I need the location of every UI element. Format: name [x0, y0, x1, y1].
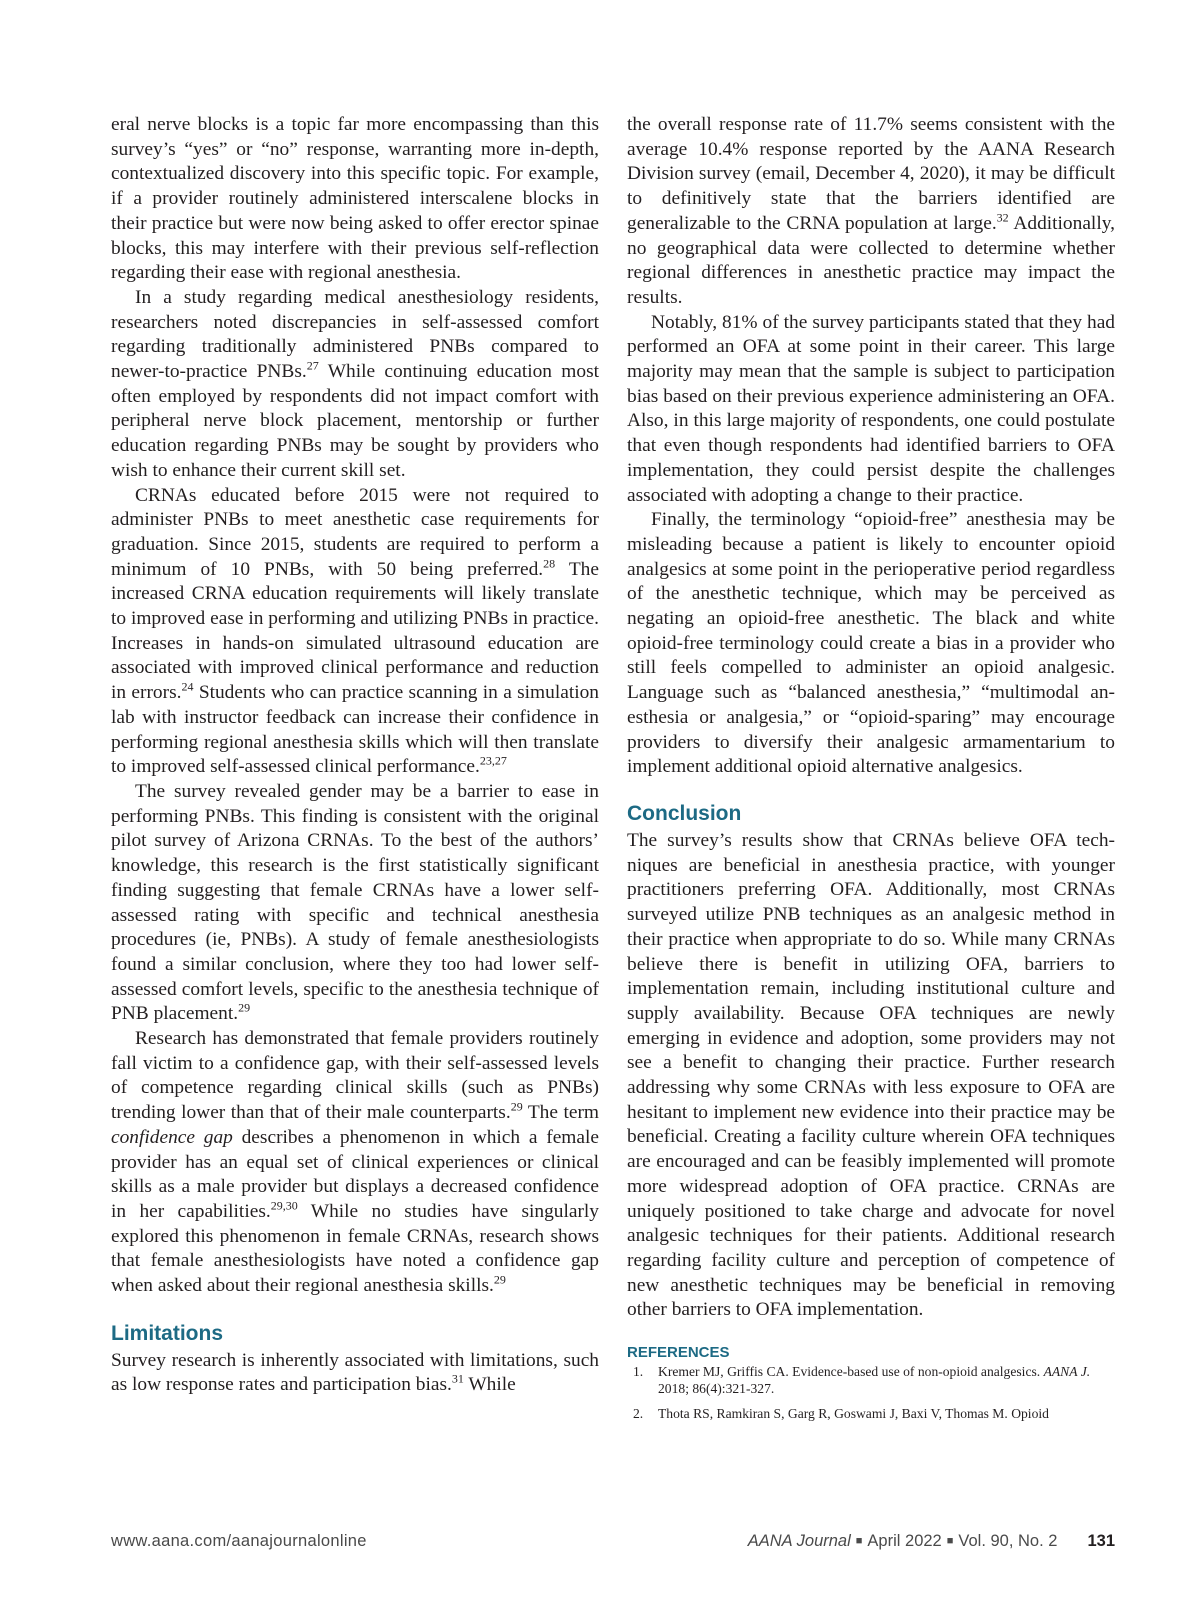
reference-number: 1.	[633, 1364, 644, 1380]
reference-item: 1. Kremer MJ, Griffis CA. Evidence-based use of non-opioid analgesics. AANA J. 2018; 86(4):321-327.	[633, 1364, 1091, 1397]
left-column	[111, 113, 599, 1398]
italic-term: confidence gap	[111, 1126, 233, 1148]
paragraph: Survey research is inherently associated with limitations, such as low response rates and participation bias.$^{31}$ While	[111, 1349, 599, 1396]
citation: 24	[181, 679, 194, 694]
citation: 29	[510, 1099, 523, 1114]
reference-number: 2.	[633, 1406, 644, 1422]
journal-url[interactable]: www.aana.com/aanajournalonline	[111, 1532, 367, 1550]
issue-date: April 2022	[867, 1532, 942, 1550]
volume: Vol. 90, No. 2	[958, 1532, 1058, 1550]
journal-name: AANA J.	[1043, 1364, 1091, 1380]
citation: 23,27	[479, 753, 507, 768]
paragraph: The survey revealed gender may be a barrier to ease in performing PNBs. This finding is consistent with the original pilot survey of Arizona CRNAs. To the best of the authors’ knowledge, this research is the first statistically significant finding suggesting that female CRNAs have a lower self-assessed rating with specific and technical anesthesia procedures (ie, PNBs). A study of female anesthesiologists found a similar conclusion, where they too had lower self-assessed comfort levels, specific to the anesthesia technique of PNB placement.$^{29}$	[111, 780, 599, 1025]
limitations-heading: Limitations	[111, 1321, 224, 1345]
citation: 31	[451, 1372, 464, 1386]
conclusion-heading: Conclusion	[627, 801, 742, 825]
citation: 28	[543, 556, 556, 571]
citation: 29	[493, 1272, 506, 1287]
page-number: 131	[1087, 1532, 1115, 1550]
paragraph: Notably, 81% of the survey participants stated that they had performed an OFA at some point in their career. This large majority may mean that the sample is subject to participation bias based on their previous experience administering an OFA. Also, in this large majority of respondents, one could postulate that even though respondents had identified barriers to OFA implementation, they could persist despite the challenges associated with adopting a change to their practice.	[627, 311, 1115, 506]
references-heading: REFERENCES	[627, 1344, 730, 1362]
paragraph: Finally, the terminology “opioid-free” anesthesia may be misleading because a patient is likely to encounter opioid analgesics at some point in the perioperative period regardless of the anesthetic technique, which may be perceived as negating an opioid-free anesthetic. The black and white opioid-free terminology could create a bias in a provider who still feels compelled to administer an opioid analgesic. Language such as “balanced anesthesia,” “multimodal anesthesia or analgesia,” or “opioid-sparing” may encourage providers to diversify their analgesic armamentarium to implement additional opioid alternative analgesics.	[627, 509, 1115, 778]
reference-item: 2. Thota RS, Ramkiran S, Garg R, Goswami J, Baxi V, Thomas M. Opioid	[633, 1406, 1049, 1422]
paragraph: the overall response rate of 11.7% seems consistent with the average 10.4% response reported by the AANA Research Division survey (email, December 4, 2020), it may be difficult to definitively state that the barriers identified are generalizable to the CRNA population at large.$^{32}$ Additionally, no geographical data were collected to determine whether regional differences in anesthetic practice may impact the results.	[627, 114, 1115, 308]
citation: 27	[306, 358, 319, 373]
separator-square-icon: ■	[946, 1535, 954, 1547]
reference-list	[627, 1363, 1115, 1422]
paragraph: Research has demonstrated that female providers routinely fall victim to a confidence gap, with their self-assessed levels of competence regarding clinical skills (such as PNBs) trending lower than that of their male counterparts.$^{29}$ The term confidence gap describes a phenomenon in which a female provider has an equal set of clinical experiences or clinical skills as a male provider but displays a decreased confidence in her capabilities.$^{29,30}$ While no studies have singularly explored this phenomenon in female CRNAs, research shows that female anesthesiologists have noted a confidence gap when asked about their regional anesthesia skills.$^{29}$	[111, 1028, 600, 1297]
citation: 29,30	[270, 1198, 298, 1213]
paragraph: The survey’s results show that CRNAs believe OFA techniques are beneficial in anesthesia practice, with younger practitioners preferring OFA. Additionally, most CRNAs surveyed utilize PNB techniques as an analgesic method in their practice when appropriate to do so. While many CRNAs believe there is benefit in utilizing OFA, barriers to implementation remain, including institutional culture and supply availability. Because OFA techniques are newly emerging in evidence and adoption, some providers may not see a benefit to changing their practice. Further research addressing why some CRNAs with less exposure to OFA are hesitant to implement new evidence into their practice may be beneficial. Creating a facility culture wherein OFA techniques are encouraged and can be feasibly implemented will promote more widespread adoption of OFA practice. CRNAs are uniquely positioned to take charge and advocate for novel analgesic techniques for their patients. Additional research regarding facility culture and perception of competence of new anesthetic techniques may be beneficial in removing other barriers to OFA implementation.	[627, 829, 1115, 1321]
paragraph: In a study regarding medical anesthesiology residents, researchers noted discrepancies in self-assessed comfort regarding traditionally administered PNBs compared to newer-to-practice PNBs.$^{27}$ While continuing education most often employed by respondents did not impact comfort with peripheral nerve block placement, mentorship or further education regarding PNBs may be sought by providers who wish to enhance their current skill set.	[111, 286, 599, 481]
paragraph: CRNAs educated before 2015 were not required to administer PNBs to meet anesthetic case requirements for graduation. Since 2015, students are required to perform a minimum of 10 PNBs, with 50 being preferred.$^{28}$ The increased CRNA education requirements will likely translate to improved ease in performing and utilizing PNBs in practice. Increases in hands-on simulated ultrasound education are associated with improved clinical performance and reduction in errors.$^{24}$ Students who can practice scanning in a simulation lab with instructor feedback can increase their confidence in performing regional anesthesia skills which will then translate to improved self-assessed clinical performance.$^{23,27}$	[111, 484, 599, 778]
journal-title: AANA Journal	[747, 1532, 851, 1550]
journal-citation	[748, 1531, 1115, 1551]
right-column	[627, 113, 1115, 1430]
paragraph: eral nerve blocks is a topic far more encompassing than this survey’s “yes” or “no” response, warranting more in-depth, contextualized discovery into this specific topic. For example, if a provider routinely administered interscalene blocks in their practice but were now being asked to offer erector spinae blocks, this may interfere with their previous self-reflection regarding their ease with regional anesthesia.	[111, 114, 599, 284]
citation: 29	[238, 1000, 251, 1015]
separator-square-icon: ■	[855, 1535, 863, 1547]
citation: 32	[996, 210, 1009, 225]
